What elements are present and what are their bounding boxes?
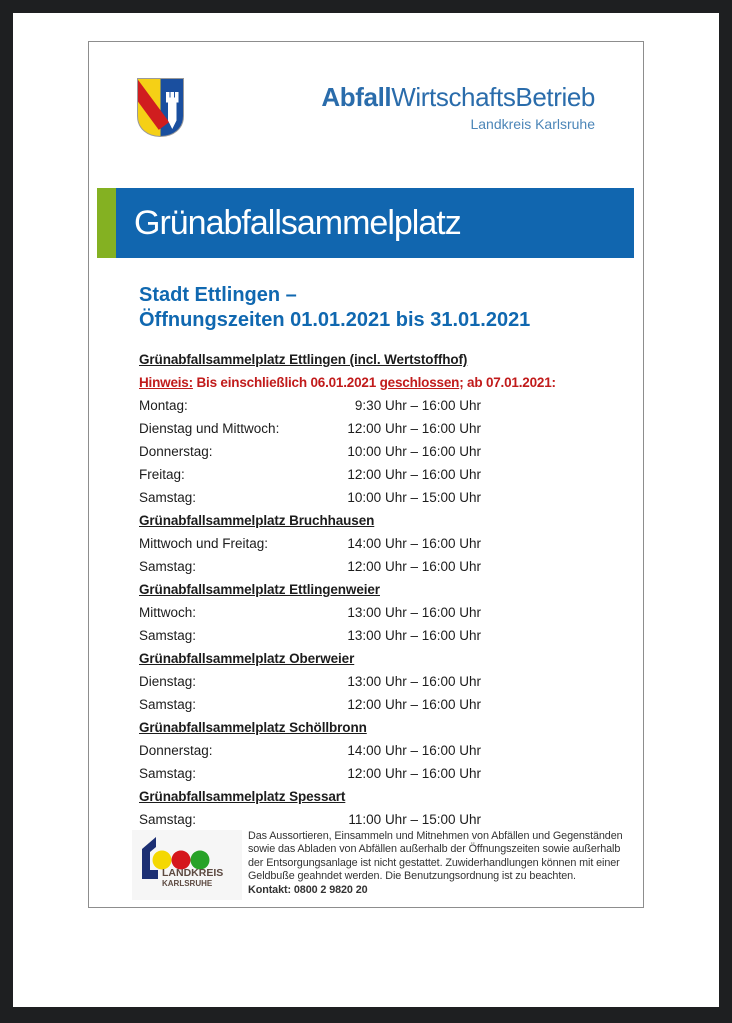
schedule-section bbox=[139, 578, 551, 647]
day-label: Samstag: bbox=[139, 766, 197, 781]
notice-underlined: geschlossen bbox=[379, 375, 460, 390]
day-label: Samstag: bbox=[139, 628, 197, 643]
section-rows bbox=[139, 601, 551, 647]
notice-part2: ; ab 07.01.2021: bbox=[459, 375, 556, 390]
schedule-section bbox=[139, 647, 551, 716]
time-value: 12:00 Uhr – 16:00 Uhr bbox=[347, 766, 481, 781]
schedule-row bbox=[139, 440, 551, 463]
org-wordmark-block bbox=[321, 82, 595, 132]
day-label: Dienstag und Mittwoch: bbox=[139, 421, 280, 436]
schedule-row bbox=[139, 486, 551, 509]
time-value: 14:00 Uhr – 16:00 Uhr bbox=[347, 743, 481, 758]
day-label: Samstag: bbox=[139, 490, 197, 505]
schedule-row bbox=[139, 463, 551, 486]
time-value: 12:00 Uhr – 16:00 Uhr bbox=[347, 697, 481, 712]
time-value: 12:00 Uhr – 16:00 Uhr bbox=[347, 559, 481, 574]
footer-line: Das Aussortieren, Einsammeln und Mitnehmen von Abfällen und Gegenständen bbox=[248, 830, 623, 842]
day-label: Donnerstag: bbox=[139, 444, 213, 459]
section-heading: Grünabfallsammelplatz Ettlingen (incl. Wertstoffhof) bbox=[139, 352, 468, 367]
schedule-row bbox=[139, 624, 551, 647]
section-heading: Grünabfallsammelplatz Bruchhausen bbox=[139, 513, 375, 528]
notice-label: Hinweis: bbox=[139, 375, 193, 390]
time-value: 14:00 Uhr – 16:00 Uhr bbox=[347, 536, 481, 551]
page-title bbox=[139, 283, 530, 333]
page-title-line1: Stadt Ettlingen – bbox=[139, 284, 297, 306]
section-rows bbox=[139, 670, 551, 716]
landkreis-karlsruhe-logo-icon bbox=[132, 830, 242, 900]
time-value: 13:00 Uhr – 16:00 Uhr bbox=[347, 674, 481, 689]
footer-text bbox=[248, 830, 652, 900]
schedule-row bbox=[139, 739, 551, 762]
schedule-row bbox=[139, 808, 551, 831]
day-label: Dienstag: bbox=[139, 674, 197, 689]
banner-title: Grünabfallsammelplatz bbox=[134, 203, 461, 242]
org-name bbox=[321, 82, 595, 113]
day-label: Samstag: bbox=[139, 697, 197, 712]
section-rows bbox=[139, 808, 551, 831]
day-label: Montag: bbox=[139, 398, 188, 413]
schedule-row bbox=[139, 693, 551, 716]
time-value: 12:00 Uhr – 16:00 Uhr bbox=[347, 467, 481, 482]
footer-line: sowie das Abladen von Abfällen außerhalb der Öffnungszeiten sowie außerhalb bbox=[248, 843, 621, 856]
section-heading: Grünabfallsammelplatz Oberweier bbox=[139, 651, 355, 666]
schedule-row bbox=[139, 394, 551, 417]
schedule bbox=[139, 348, 556, 831]
logo-text-karlsruhe: KARLSRUHE bbox=[162, 879, 213, 888]
schedule-row bbox=[139, 532, 551, 555]
schedule-section bbox=[139, 509, 551, 578]
schedule-row bbox=[139, 601, 551, 624]
footer-line: der Entsorgungsanlage ist nicht gestattet. Zuwiderhandlungen können mit einer bbox=[248, 856, 620, 869]
time-value: 11:00 Uhr – 15:00 Uhr bbox=[348, 812, 481, 827]
day-label: Mittwoch und Freitag: bbox=[139, 536, 269, 551]
section-rows bbox=[139, 532, 551, 578]
day-label: Mittwoch: bbox=[139, 605, 197, 620]
schedule-row bbox=[139, 670, 551, 693]
footer bbox=[132, 830, 652, 900]
day-label: Freitag: bbox=[139, 467, 185, 482]
day-label: Donnerstag: bbox=[139, 743, 213, 758]
banner bbox=[97, 188, 634, 258]
day-label: Samstag: bbox=[139, 559, 197, 574]
day-label: Samstag: bbox=[139, 812, 197, 827]
schedule-section bbox=[139, 785, 551, 831]
schedule-section bbox=[139, 348, 556, 509]
page-title-line2: Öffnungszeiten 01.01.2021 bis 31.01.2021 bbox=[139, 309, 531, 331]
closure-notice bbox=[139, 371, 556, 394]
section-heading: Grünabfallsammelplatz Ettlingenweier bbox=[139, 582, 380, 597]
time-value: 12:00 Uhr – 16:00 Uhr bbox=[347, 421, 481, 436]
org-subtitle: Landkreis Karlsruhe bbox=[470, 116, 595, 132]
section-heading: Grünabfallsammelplatz Spessart bbox=[139, 789, 346, 804]
footer-line: Geldbuße geahndet werden. Die Benutzungsordnung ist zu beachten. bbox=[248, 870, 576, 883]
document-page bbox=[88, 41, 644, 908]
schedule-row bbox=[139, 555, 551, 578]
schedule-section bbox=[139, 716, 551, 785]
schedule-row bbox=[139, 417, 551, 440]
notice-part1: Bis einschließlich 06.01.2021 bbox=[192, 375, 380, 390]
org-name-rest: WirtschaftsBetrieb bbox=[391, 82, 595, 112]
time-value: 13:00 Uhr – 16:00 Uhr bbox=[347, 628, 481, 643]
page-sheet bbox=[13, 13, 719, 1007]
section-rows bbox=[139, 371, 556, 509]
banner-green-stripe bbox=[97, 188, 116, 258]
time-value: 9:30 Uhr – 16:00 Uhr bbox=[354, 398, 481, 413]
footer-contact: Kontakt: 0800 2 9820 20 bbox=[248, 883, 368, 896]
section-rows bbox=[139, 739, 551, 785]
time-value: 10:00 Uhr – 16:00 Uhr bbox=[347, 444, 481, 459]
time-value: 10:00 Uhr – 15:00 Uhr bbox=[347, 490, 481, 505]
schedule-row bbox=[139, 762, 551, 785]
logo-text-landkreis: LANDKREIS bbox=[162, 867, 224, 879]
ettlingen-coat-of-arms-icon bbox=[137, 78, 184, 137]
section-heading: Grünabfallsammelplatz Schöllbronn bbox=[139, 720, 367, 735]
time-value: 13:00 Uhr – 16:00 Uhr bbox=[347, 605, 481, 620]
org-name-bold: Abfall bbox=[321, 82, 392, 112]
